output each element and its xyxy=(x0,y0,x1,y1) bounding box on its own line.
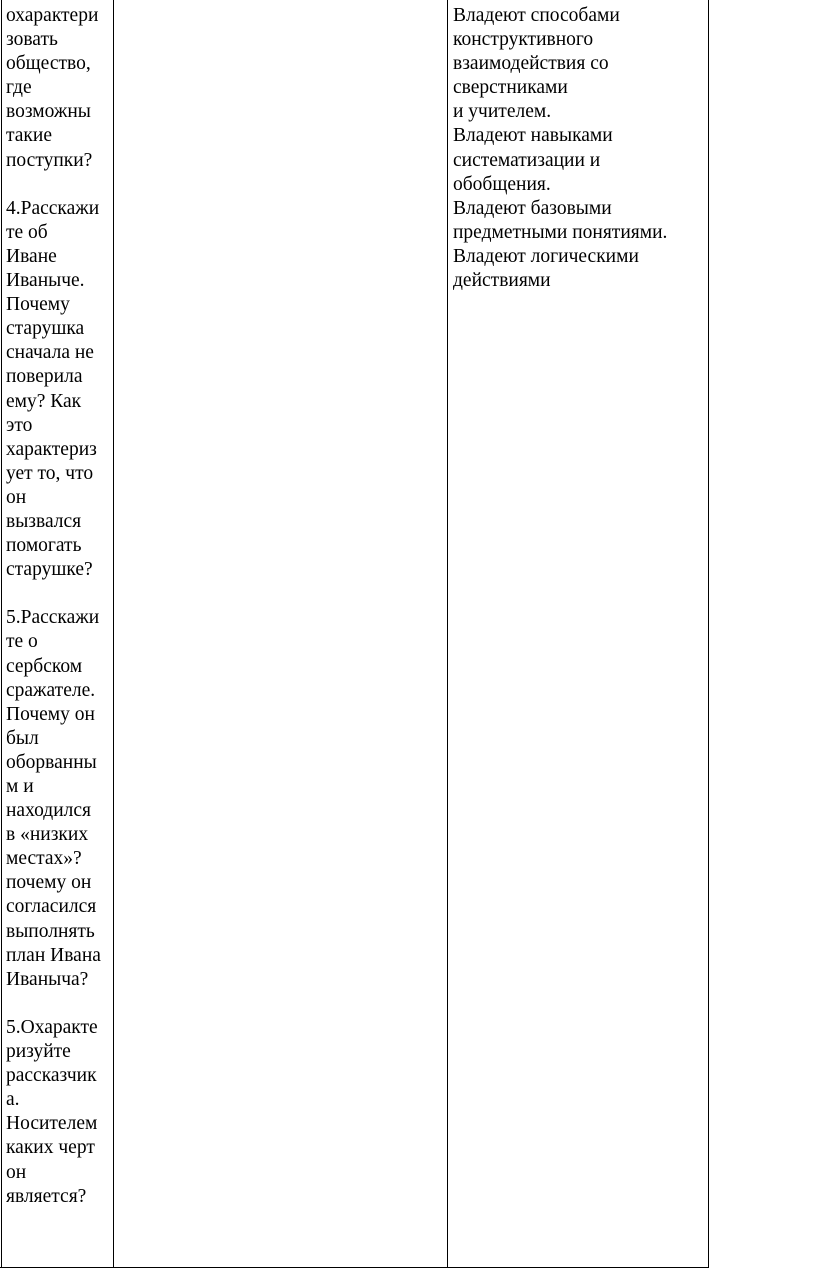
text-line: 5.Расскажи xyxy=(6,607,100,629)
table-cell-questions xyxy=(6,4,116,1209)
table-border-right xyxy=(708,0,709,1268)
text-line: предметными понятиями. xyxy=(453,221,668,243)
text-line: 5.Охаракте xyxy=(6,1016,98,1038)
text-line: поступки? xyxy=(6,149,93,171)
question-block xyxy=(6,1016,116,1209)
text-line: это xyxy=(6,414,33,436)
question-block xyxy=(6,606,116,992)
text-line: ует то, что xyxy=(6,462,94,484)
text-line: обобщения. xyxy=(453,173,551,195)
text-line: каких черт xyxy=(6,1137,95,1159)
paragraph-gap xyxy=(6,992,116,1016)
question-block xyxy=(6,197,116,583)
text-line: взаимодействия со xyxy=(453,53,609,75)
paragraph-gap xyxy=(6,582,116,606)
text-line: местах»? xyxy=(6,848,82,870)
text-line: действиями xyxy=(453,270,551,292)
text-line: 4.Расскажи xyxy=(6,197,100,219)
text-line: старушка xyxy=(6,318,85,340)
text-line: где xyxy=(6,77,32,99)
text-line: такие xyxy=(6,125,52,147)
text-line: Иваныча? xyxy=(6,968,89,990)
text-line: Носителем xyxy=(6,1113,98,1135)
text-line: в «низких xyxy=(6,824,89,846)
text-line: план Ивана xyxy=(6,944,101,966)
text-line: сверстниками xyxy=(453,77,568,99)
text-line: сначала не xyxy=(6,342,94,364)
text-line: Владеют базовыми xyxy=(453,197,612,219)
text-line: Владеют способами xyxy=(453,5,620,26)
text-line: он xyxy=(6,1161,27,1183)
text-line: и учителем. xyxy=(453,101,552,123)
text-line: находился xyxy=(6,800,91,822)
table-border-col2 xyxy=(447,0,448,1268)
text-line: выполнять xyxy=(6,920,95,942)
text-line: ему? Как xyxy=(6,390,82,412)
table-border-bottom xyxy=(0,1267,709,1268)
text-line: те о xyxy=(6,631,38,653)
table-border-left xyxy=(1,0,2,1268)
text-line: Иваныче. xyxy=(6,270,85,292)
text-line: Владеют навыками xyxy=(453,125,613,147)
text-line: Почему он xyxy=(6,703,95,725)
text-line: старушке? xyxy=(6,559,93,581)
text-line: помогать xyxy=(6,535,82,557)
text-line: Владеют логическими xyxy=(453,245,639,267)
paragraph-gap xyxy=(6,173,116,197)
text-line: он xyxy=(6,486,27,508)
text-line: а. xyxy=(6,1089,20,1111)
text-line: зовать xyxy=(6,29,58,51)
text-line: систематизации и xyxy=(453,149,601,171)
text-line: почему он xyxy=(6,872,92,894)
text-line: был xyxy=(6,727,39,749)
text-line: характериз xyxy=(6,438,97,460)
text-line: возможны xyxy=(6,101,91,123)
text-line: поверила xyxy=(6,366,83,388)
text-line: конструктивного xyxy=(453,29,594,51)
text-line: Иване xyxy=(6,245,57,267)
text-line: те об xyxy=(6,221,48,243)
text-line: Почему xyxy=(6,294,70,316)
text-line: сербском xyxy=(6,655,83,677)
question-block xyxy=(6,4,116,173)
text-line: оборванны xyxy=(6,751,97,773)
text-line: рассказчик xyxy=(6,1065,97,1087)
text-line: сражателе. xyxy=(6,679,96,701)
table-cell-outcomes xyxy=(453,4,703,293)
text-line: согласился xyxy=(6,896,97,918)
text-line: охарактери xyxy=(6,5,99,26)
text-line: м и xyxy=(6,776,34,797)
text-line: общество, xyxy=(6,53,91,75)
text-line: вызвался xyxy=(6,510,82,532)
text-line: ризуйте xyxy=(6,1041,71,1063)
text-line: является? xyxy=(6,1185,87,1207)
